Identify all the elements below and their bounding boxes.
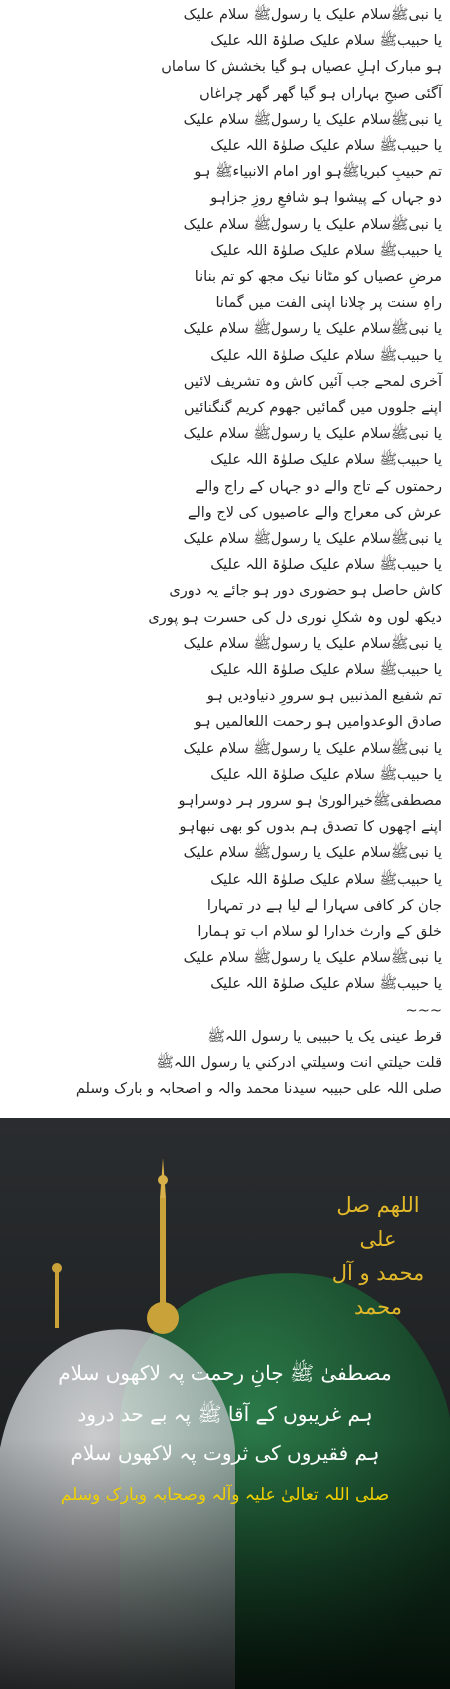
- poem-line: آخری لمحے جب آئیں کاش وہ تشریف لائیں: [183, 373, 442, 390]
- poem-line: آگئی صبحِ بہاراں ہو گیا گھر گھر چراغاں: [199, 85, 442, 102]
- poem-line: اپنے جلووں میں گمائیں جھوم کریم گنگنائیں: [183, 400, 442, 416]
- banner-verse-1: مصطفیٰ ﷺ جانِ رحمت پہ لاکھوں سلام: [58, 1361, 392, 1385]
- poem-line: یا حبیبﷺ سلام علیک صلوٰۃ اللہ علیک: [210, 766, 442, 783]
- poem-line: یا حبیبﷺ سلام علیک صلوٰۃ اللہ علیک: [210, 871, 442, 888]
- calligraphy-emblem: [318, 1188, 438, 1338]
- poem-line: یا نبیﷺسلام علیک یا رسولﷺ سلام علیک: [183, 635, 442, 652]
- poem-line: یا نبیﷺسلام علیک یا رسولﷺ سلام علیک: [183, 7, 442, 23]
- poem-line: یا نبیﷺسلام علیک یا رسولﷺ سلام علیک: [183, 111, 442, 128]
- poem-line: یا حبیبﷺ سلام علیک صلوٰۃ اللہ علیک: [210, 242, 442, 259]
- poem-line: قرط عینی یک یا حبیبی یا رسول اللہﷺ: [207, 1028, 442, 1045]
- poem-line: یا نبیﷺسلام علیک یا رسولﷺ سلام علیک: [183, 845, 442, 862]
- dome-image-banner: [0, 1118, 450, 1689]
- poem-line: یا نبیﷺسلام علیک یا رسولﷺ سلام علیک: [183, 950, 442, 967]
- banner-durood-line: صلی اللہ تعالیٰ علیہ وآلہ وصحابہ وبارک وسلم: [60, 1485, 390, 1505]
- poem-line: خلق کے وارث خدارا لو سلام اب تو ہمارا: [197, 924, 442, 940]
- poem-line: یا حبیبﷺ سلام علیک صلوٰۃ اللہ علیک: [210, 662, 442, 678]
- poem-line: قلت حیلتي انت وسیلتي ادرکني یا رسول اللہﷺ: [156, 1055, 442, 1071]
- calligraphy-line: اللھم صل علی: [336, 1193, 420, 1251]
- poem-line: تم شفیع المذنبیں ہو سرورِ دنیاودیں ہو: [206, 688, 442, 705]
- poem-line: کاش حاصل ہو حضوری دور ہو جائے یہ دوری: [169, 583, 442, 600]
- poem-line: یا نبیﷺسلام علیک یا رسولﷺ سلام علیک: [183, 426, 442, 443]
- poem-line: اپنے اچھوں کا تصدق ہم بدوں کو بھی نبھاہو: [179, 819, 442, 836]
- poem-line: رحمتوں کے تاج والے دو جہاں کے راج والے: [195, 478, 442, 495]
- poem-line: راہِ سنت پر چلانا اپنی الفت میں گمانا: [215, 295, 442, 312]
- poem-line: یا حبیبﷺ سلام علیک صلوٰۃ اللہ علیک: [210, 557, 442, 574]
- poem-line: یا نبیﷺسلام علیک یا رسولﷺ سلام علیک: [183, 531, 442, 547]
- poem-line: مرضِ عصیاں کو مٹانا نیک مجھ کو تم بنانا: [194, 269, 442, 285]
- poem-line: یا حبیبﷺ سلام علیک صلوٰۃ اللہ علیک: [210, 138, 442, 154]
- poem-line: عرش کی معراج والے عاصیوں کی لاج والے: [187, 504, 442, 521]
- calligraphy-line: محمد و آل محمد: [331, 1261, 425, 1319]
- separator-line: ~~~: [405, 1002, 442, 1019]
- poem-line: جان کر کافی سہارا لے لیا ہے در تمہارا: [206, 897, 442, 914]
- poem-line: صلی اللہ علی حبیبہ سیدنا محمد والہ و اصحابہ و بارک وسلم: [75, 1081, 442, 1098]
- poem-line: یا نبیﷺسلام علیک یا رسولﷺ سلام علیک: [183, 321, 442, 338]
- poem-line: مصطفیﷺخیرالوریٰ ہو سرور ہر دوسراہو: [178, 793, 442, 809]
- poem-line: یا نبیﷺسلام علیک یا رسولﷺ سلام علیک: [183, 740, 442, 757]
- poem-line: دیکھ لوں وہ شکلِ نوری دل کی حسرت ہو پوری: [148, 609, 442, 626]
- banner-verse-3: ہم فقیروں کی ثروت پہ لاکھوں سلام: [70, 1441, 380, 1465]
- poem-line: دو جہاں کے پیشوا ہو شافعِ روزِ جزاہو: [210, 190, 442, 207]
- poem-line: یا حبیبﷺ سلام علیک صلوٰۃ اللہ علیک: [210, 452, 442, 469]
- poem-line: تم حبیبِ کبریاﷺہو اور امام الانبیاءﷺ ہو: [194, 164, 442, 181]
- poem-line: صادق الوعدوامیں ہو رحمت اللعالمیں ہو: [194, 714, 442, 731]
- poem-line: یا نبیﷺسلام علیک یا رسولﷺ سلام علیک: [183, 216, 442, 233]
- poem-line: ہو مبارک اہلِ عصیاں ہو گیا بخشش کا ساماں: [161, 59, 442, 76]
- poem-line: یا حبیبﷺ سلام علیک صلوٰۃ اللہ علیک: [210, 33, 442, 50]
- banner-verse-2: ہم غریبوں کے آقا ﷺ پہ بے حد درود: [77, 1402, 373, 1426]
- poem-line: یا حبیبﷺ سلام علیک صلوٰۃ اللہ علیک: [210, 347, 442, 364]
- poem-line: یا حبیبﷺ سلام علیک صلوٰۃ اللہ علیک: [210, 976, 442, 993]
